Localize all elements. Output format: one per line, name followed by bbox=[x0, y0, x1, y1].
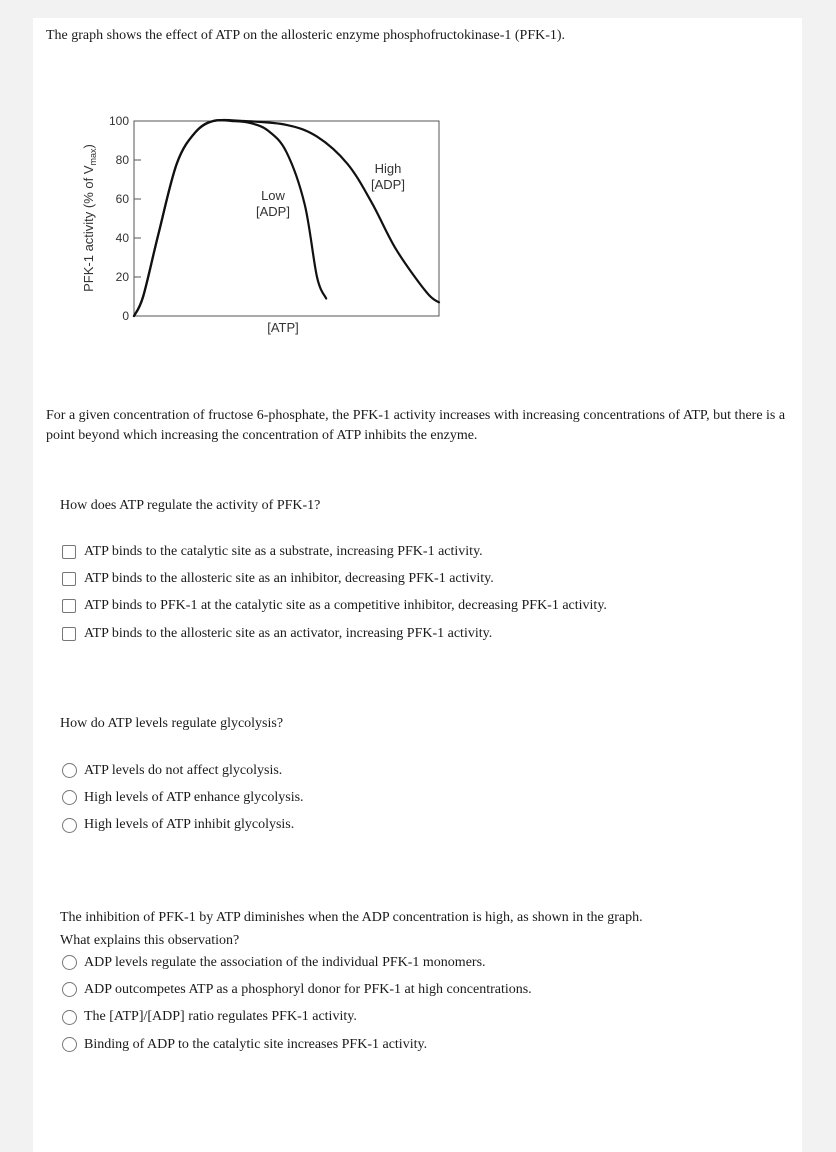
y-tick-label: 0 bbox=[122, 309, 129, 323]
y-axis-label bbox=[81, 144, 98, 292]
q1-option-4[interactable] bbox=[62, 620, 607, 647]
radio-button[interactable] bbox=[62, 1037, 77, 1052]
y-tick-label: 40 bbox=[115, 231, 129, 245]
radio-button[interactable] bbox=[62, 818, 77, 833]
y-tick-label: 20 bbox=[115, 270, 129, 284]
y-tick-label: 100 bbox=[108, 114, 129, 128]
option-label: ATP binds to the catalytic site as a substrate, increasing PFK-1 activity. bbox=[84, 543, 483, 559]
series-label-high-adp: [ADP] bbox=[371, 177, 405, 192]
series-label-high-adp: High bbox=[374, 161, 402, 176]
question-1-prompt: How does ATP regulate the activity of PFK-1? bbox=[60, 498, 321, 513]
radio-button[interactable] bbox=[62, 955, 77, 970]
series-label-low-adp: [ADP] bbox=[256, 204, 290, 219]
option-label: ADP outcompetes ATP as a phosphoryl donor for PFK-1 at high concentrations. bbox=[84, 981, 532, 997]
question-3-prompt bbox=[60, 906, 780, 952]
y-axis-label-subscript: max bbox=[88, 148, 98, 166]
option-label: ATP levels do not affect glycolysis. bbox=[84, 762, 283, 778]
y-axis-label-suffix: ) bbox=[81, 144, 96, 149]
option-label: ATP binds to the allosteric site as an activator, increasing PFK-1 activity. bbox=[84, 625, 493, 641]
question-2-prompt: How do ATP levels regulate glycolysis? bbox=[60, 716, 284, 731]
q3-option-4[interactable] bbox=[62, 1031, 532, 1058]
option-label: ATP binds to the allosteric site as an inhibitor, decreasing PFK-1 activity. bbox=[84, 570, 494, 586]
checkbox[interactable] bbox=[62, 599, 76, 613]
question-3-prompt-line-2: What explains this observation? bbox=[60, 933, 240, 948]
q2-option-1[interactable] bbox=[62, 757, 304, 784]
option-label: High levels of ATP inhibit glycolysis. bbox=[84, 817, 295, 833]
intro-text: The graph shows the effect of ATP on the allosteric enzyme phosphofructokinase-1 (PFK-1). bbox=[46, 28, 566, 43]
series-label-low-adp: Low bbox=[261, 188, 285, 203]
q2-option-2[interactable] bbox=[62, 784, 304, 811]
question-1-options bbox=[62, 538, 607, 647]
q1-option-2[interactable] bbox=[62, 565, 607, 592]
y-axis-label-main: PFK-1 activity (% of V bbox=[81, 165, 96, 292]
checkbox[interactable] bbox=[62, 545, 76, 559]
q2-option-3[interactable] bbox=[62, 812, 304, 839]
chart-svg bbox=[76, 106, 456, 346]
x-axis-label: [ATP] bbox=[267, 320, 299, 335]
y-tick-label: 80 bbox=[115, 153, 129, 167]
q3-option-2[interactable] bbox=[62, 976, 532, 1003]
q3-option-1[interactable] bbox=[62, 949, 532, 976]
option-label: The [ATP]/[ADP] ratio regulates PFK-1 activity. bbox=[84, 1009, 357, 1025]
question-2-options bbox=[62, 757, 304, 839]
option-label: ADP levels regulate the association of the individual PFK-1 monomers. bbox=[84, 954, 486, 970]
option-label: Binding of ADP to the catalytic site increases PFK-1 activity. bbox=[84, 1036, 428, 1052]
radio-button[interactable] bbox=[62, 982, 77, 997]
option-label: High levels of ATP enhance glycolysis. bbox=[84, 789, 304, 805]
question-3-prompt-line-1: The inhibition of PFK-1 by ATP diminishes when the ADP concentration is high, as shown in the graph. bbox=[60, 910, 643, 925]
q1-option-3[interactable] bbox=[62, 593, 607, 620]
q3-option-3[interactable] bbox=[62, 1004, 532, 1031]
option-label: ATP binds to PFK-1 at the catalytic site as a competitive inhibitor, decreasing PFK-1 activity. bbox=[84, 598, 607, 614]
radio-button[interactable] bbox=[62, 790, 77, 805]
y-tick-label: 60 bbox=[115, 192, 129, 206]
pfk1-activity-chart bbox=[76, 106, 456, 351]
q1-option-1[interactable] bbox=[62, 538, 607, 565]
question-3-options bbox=[62, 949, 532, 1058]
radio-button[interactable] bbox=[62, 763, 77, 778]
checkbox[interactable] bbox=[62, 572, 76, 586]
checkbox[interactable] bbox=[62, 627, 76, 641]
explanation-paragraph: For a given concentration of fructose 6-phosphate, the PFK-1 activity increases with increasing concentrations of ATP, but there is a point beyond which increasing the concentration of ATP inhibits the enzyme. bbox=[46, 408, 786, 443]
radio-button[interactable] bbox=[62, 1010, 77, 1025]
